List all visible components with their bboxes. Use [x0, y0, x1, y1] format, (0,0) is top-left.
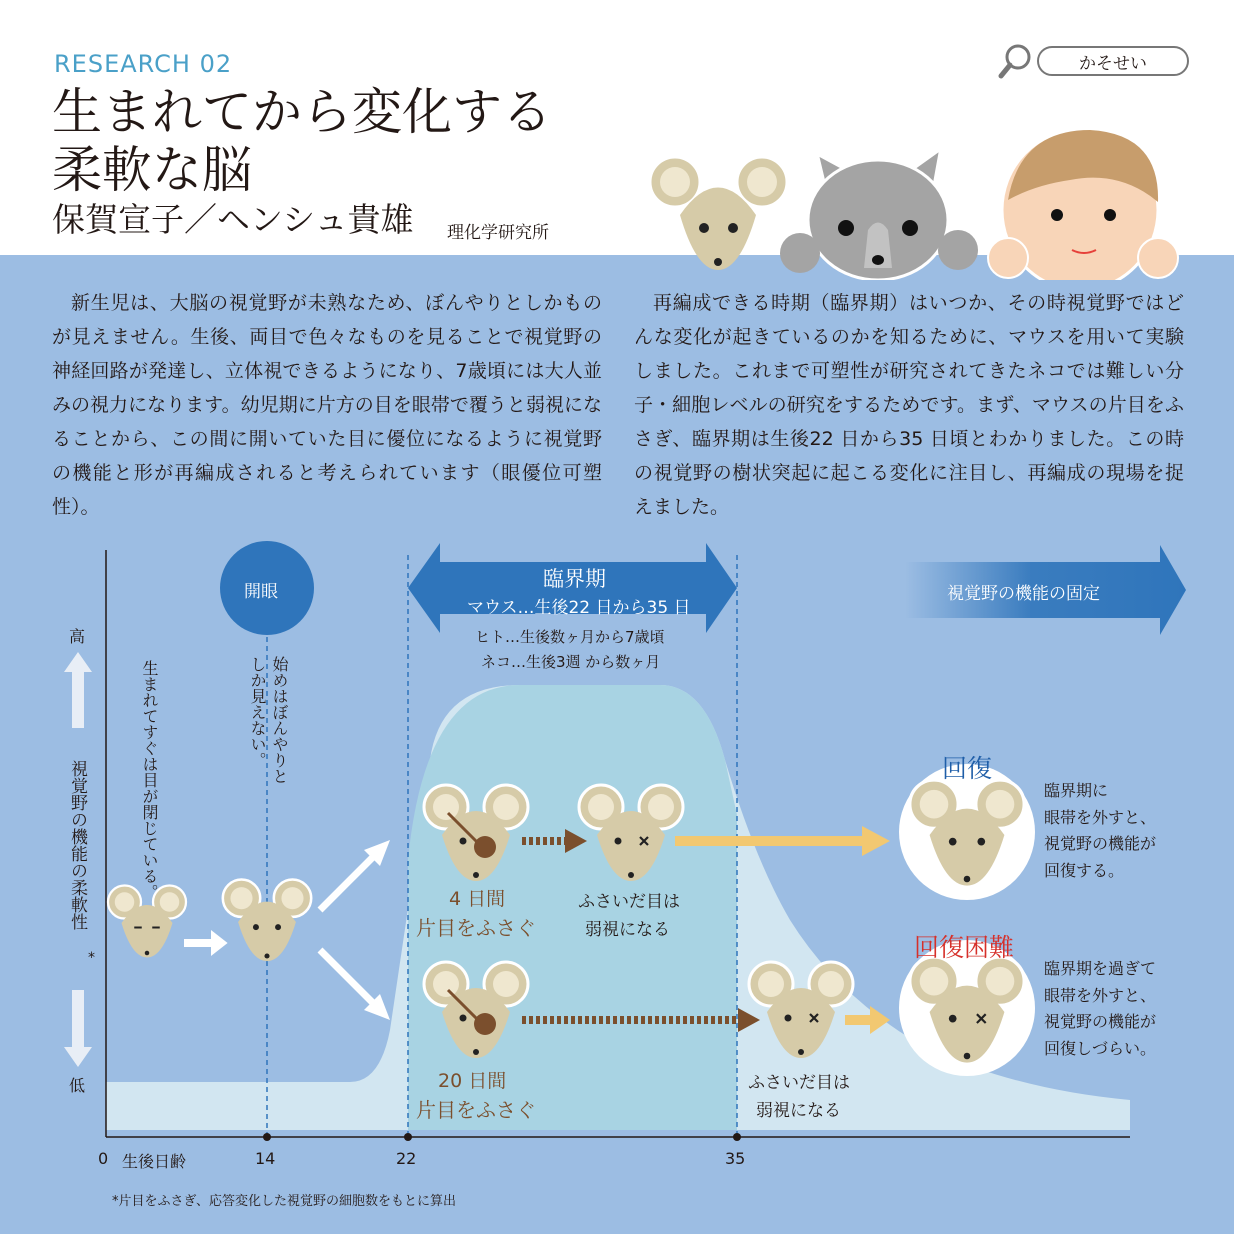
intro-paragraph-right: 再編成できる時期（臨界期）はいつか、その時視覚野ではどんな変化が起きているのかを知るために、マウスを用いて実験しました。これまで可塑性が研究されてきたネコでは難しい分子・細胞レベルの研究をするためです。まず、マウスの片目をふさぎ、臨界期は生後22 日から35 日頃とわかりました。この時の視覚野の樹状突起に起こる変化に注目し、再編成の現場を捉えました。 [634, 292, 1184, 518]
critical-period-cat: ネコ…生後3週 から数ヶ月 [481, 653, 661, 671]
amblyopia-note-1b: 弱視になる [585, 920, 670, 940]
y-axis-high: 高 [69, 627, 86, 646]
tick-dot [733, 1133, 741, 1141]
four-days-line2: 片目をふさぐ [416, 916, 536, 940]
search-keyword-box[interactable]: かそせい [1037, 46, 1189, 76]
tick-dot [263, 1133, 271, 1141]
recovery-text: 臨界期に 眼帯を外すと、 視覚野の機能が 回復する。 [1044, 781, 1157, 880]
twenty-days-line1: 20 日間 [438, 1070, 507, 1092]
y-axis-down-arrow [64, 990, 92, 1067]
arrow-to-recovery [675, 836, 865, 846]
x-tick-label: 35 [725, 1149, 746, 1168]
y-axis-label: 視覚野の機能の柔軟性 [67, 760, 87, 930]
function-fixed-label: 視覚野の機能の固定 [947, 584, 1100, 604]
search-icon[interactable] [998, 42, 1034, 80]
y-axis-up-arrow [64, 652, 92, 728]
cat-head-icon [808, 150, 948, 280]
intro-paragraph-left: 新生児は、大脳の視覚野が未熟なため、ぼんやりとしかものが見えません。生後、両目で色々なものを見ることで視覚野の神経回路が発達し、立体視できるようになり、7歳頃には大人並みの視力になります。幼児期に片方の目を眼帯で覆うと弱視になることから、この間に開いていた目に優位になるように視覚野の機能と形が再編成されると考えられています（眼優位可塑性）。 [52, 292, 602, 518]
note-blurry-vision: 始めはぼんやりとしか見えない。 [248, 656, 289, 784]
x-tick-label: 14 [255, 1149, 276, 1168]
difficult-text: 臨界期を過ぎて 眼帯を外すと、 視覚野の機能が 回復しづらい。 [1044, 959, 1157, 1058]
footnote: *片目をふさぎ、応答変化した視覚野の細胞数をもとに算出 [112, 1194, 456, 1209]
y-axis-asterisk: * [88, 950, 95, 966]
critical-period-human: ヒト…生後数ヶ月から7歳頃 [475, 628, 665, 646]
critical-period-mouse: マウス…生後22 日から35 日 [467, 598, 691, 618]
mouse-head-icon [650, 157, 787, 270]
recovery-title: 回復 [942, 754, 993, 783]
note-eyes-closed: 生まれてすぐは目が閉じている。 [140, 660, 159, 900]
series-label: RESEARCH 02 [54, 50, 233, 78]
page-title-line2: 柔軟な脳 [52, 141, 252, 199]
amblyopia-note-1a: ふさいだ目は [578, 892, 680, 912]
critical-period-title: 臨界期 [543, 567, 606, 591]
page-title-line1: 生まれてから変化する [52, 83, 552, 141]
twenty-days-line2: 片目をふさぐ [416, 1098, 536, 1122]
y-axis-low: 低 [69, 1076, 86, 1095]
x-axis-zero: 0 [98, 1149, 109, 1168]
x-tick-label: 22 [396, 1149, 417, 1168]
amblyopia-note-2a: ふさいだ目は [748, 1073, 850, 1093]
difficult-title: 回復困難 [914, 933, 1015, 962]
tick-dot [404, 1133, 412, 1141]
animal-heads-illustration [640, 120, 1200, 280]
x-axis-label: 生後日齢 [122, 1152, 187, 1171]
arrow-to-difficult [845, 1015, 873, 1025]
amblyopia-note-2b: 弱視になる [756, 1101, 841, 1121]
four-days-line1: 4 日間 [449, 888, 506, 910]
authors: 保賀宣子／ヘンシュ貴雄 [52, 200, 414, 239]
eye-open-label: 開眼 [244, 582, 278, 602]
affiliation: 理化学研究所 [447, 223, 549, 243]
